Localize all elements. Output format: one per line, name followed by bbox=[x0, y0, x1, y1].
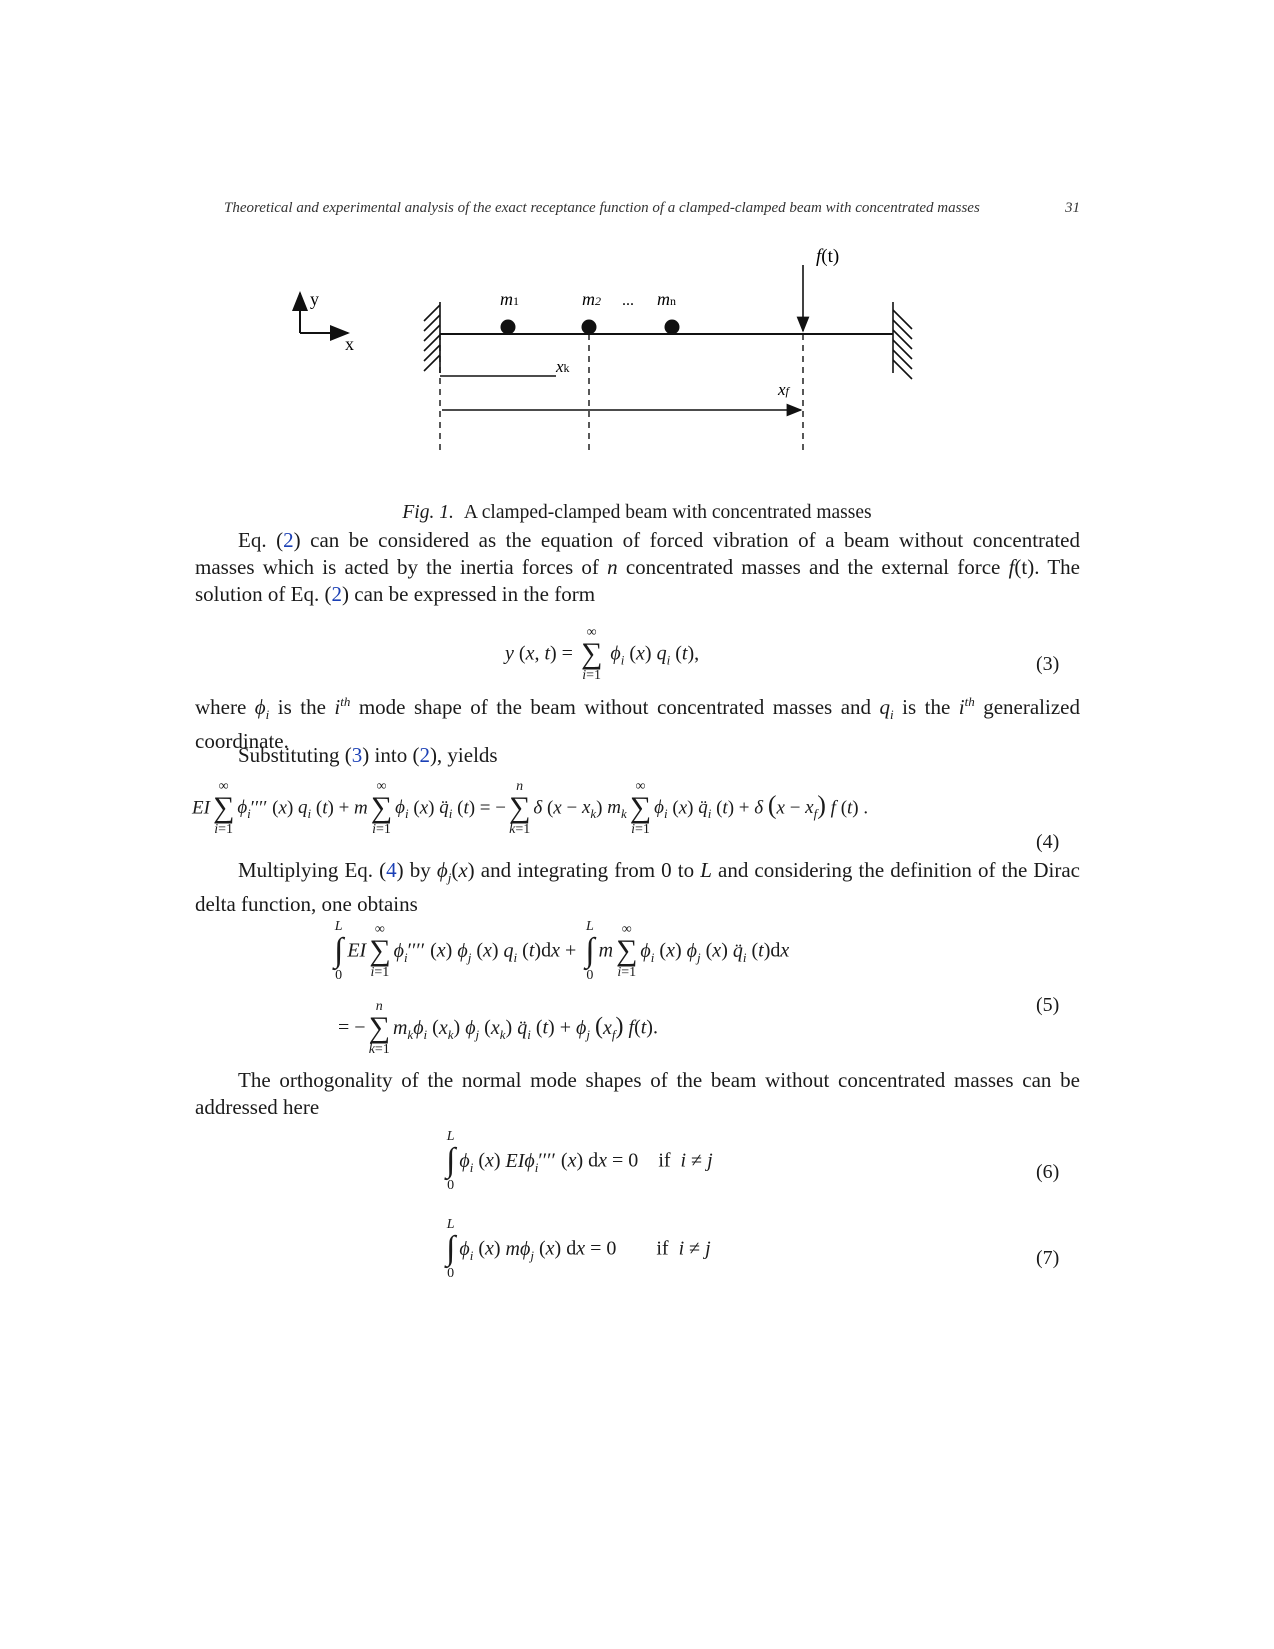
mass-1-label: m1 bbox=[500, 289, 519, 309]
axis-x-label: x bbox=[345, 334, 354, 354]
equation-7-number: (7) bbox=[1036, 1247, 1060, 1269]
ellipsis-label: ... bbox=[622, 292, 634, 309]
paragraph-5: The orthogonality of the normal mode shapes of the beam without concentrated masses can be addressed here bbox=[195, 1068, 1080, 1119]
equation-7: L ∫ 0 $\phi_i$ (x) $m\phi_j$ (x) dx = 0 if i ≠ j bbox=[446, 1217, 711, 1281]
caption-text: A clamped-clamped beam with concentrated masses bbox=[463, 502, 872, 523]
mass-2 bbox=[582, 320, 597, 335]
beam-figure bbox=[290, 245, 990, 485]
eq-ref-2b[interactable]: 2 bbox=[331, 582, 342, 606]
mass-n bbox=[665, 320, 680, 335]
reference-lines bbox=[440, 334, 803, 453]
eq-ref-2[interactable]: 2 bbox=[283, 528, 294, 552]
eq-ref-4[interactable]: 4 bbox=[386, 858, 397, 882]
equation-6: L ∫ 0 $\phi_i$ (x) EIϕ$_i$′′′′ (x) dx = 0 if i ≠ j bbox=[446, 1129, 713, 1193]
page-number: 31 bbox=[1065, 200, 1080, 216]
figure-caption bbox=[0, 502, 1274, 524]
equation-4: EI ∞ ∑ i=1 $\phi_i''''$ (x) $q_i$ (t) + m ∞ ∑ i=1 $\phi_i$ (x) $q̈_i$ (t) = − n ∑ k=1 δ $(x - x_k)$ $m_k$ ∞ ∑ i=1 $\phi_i$ (x) $q̈_i$ (t) + δ $(x - x_f)$ f (t) . bbox=[192, 779, 869, 837]
equation-5-line-2: = − n ∑ k=1 $m_k\phi_i$ $(x_k)$ $\phi_j$ $(x_k)$ $q̈_i$ $(t) + \phi_j$ $(x_f)$ f(t). bbox=[338, 999, 658, 1057]
eq-ref-3[interactable]: 3 bbox=[351, 743, 363, 767]
force-label: f(t) bbox=[816, 246, 840, 267]
paragraph-1: Eq. (2) can be considered as the equation of forced vibration of a beam without concentrated masses which is acted by the inertia forces of n concentrated masses and the external force f(t). The solution of Eq. (2) can be expressed in the form bbox=[195, 528, 1080, 606]
paragraph-4: Multiplying Eq. (4) by $\phi_j(x)$ and integrating from 0 to L and considering the definition of the Dirac delta function, one obtains bbox=[195, 858, 1081, 917]
left-clamp bbox=[424, 302, 440, 373]
running-header bbox=[224, 200, 1080, 217]
xk-label: xk bbox=[556, 357, 570, 376]
equation-5-number: (5) bbox=[1036, 994, 1060, 1016]
mass-1 bbox=[501, 320, 516, 335]
coordinate-axes bbox=[300, 289, 354, 354]
caption-label: Fig. 1. bbox=[402, 502, 454, 523]
mass-2-label: m2 bbox=[582, 289, 601, 309]
paragraph-2: where $\phi_i$ is the $i^{th}$ mode shape of the beam without concentrated masses and $q_i$ is the $i^{th}$ generalized coordinate. bbox=[195, 694, 1080, 754]
equation-4-number: (4) bbox=[1036, 831, 1060, 853]
mass-n-label: mn bbox=[657, 289, 676, 309]
running-title: Theoretical and experimental analysis of the exact receptance function of a clamped-clamped beam with concentrated masses bbox=[224, 200, 980, 216]
equation-3-number: (3) bbox=[1036, 653, 1060, 675]
equation-3: y (x, t) = ∞ ∑ i=1 $\phi_i$ (x) $q_i$ (t), bbox=[505, 625, 700, 683]
equation-6-number: (6) bbox=[1036, 1161, 1060, 1183]
right-clamp bbox=[893, 302, 912, 379]
eq-ref-2c[interactable]: 2 bbox=[419, 743, 430, 767]
axis-y-label: y bbox=[310, 289, 319, 309]
paragraph-3: Substituting (3) into (2), yields bbox=[238, 743, 498, 767]
equation-5-line-1: L ∫ 0 EI ∞ ∑ i=1 $\phi_i''''$ (x) $\phi_j$ (x) $q_i$ (t)dx + L ∫ 0 m ∞ ∑ i=1 $\phi_i$ (x) $\phi_j$ (x) $q̈_i$ (t)dx bbox=[334, 919, 790, 983]
xf-label: xf bbox=[778, 380, 789, 399]
